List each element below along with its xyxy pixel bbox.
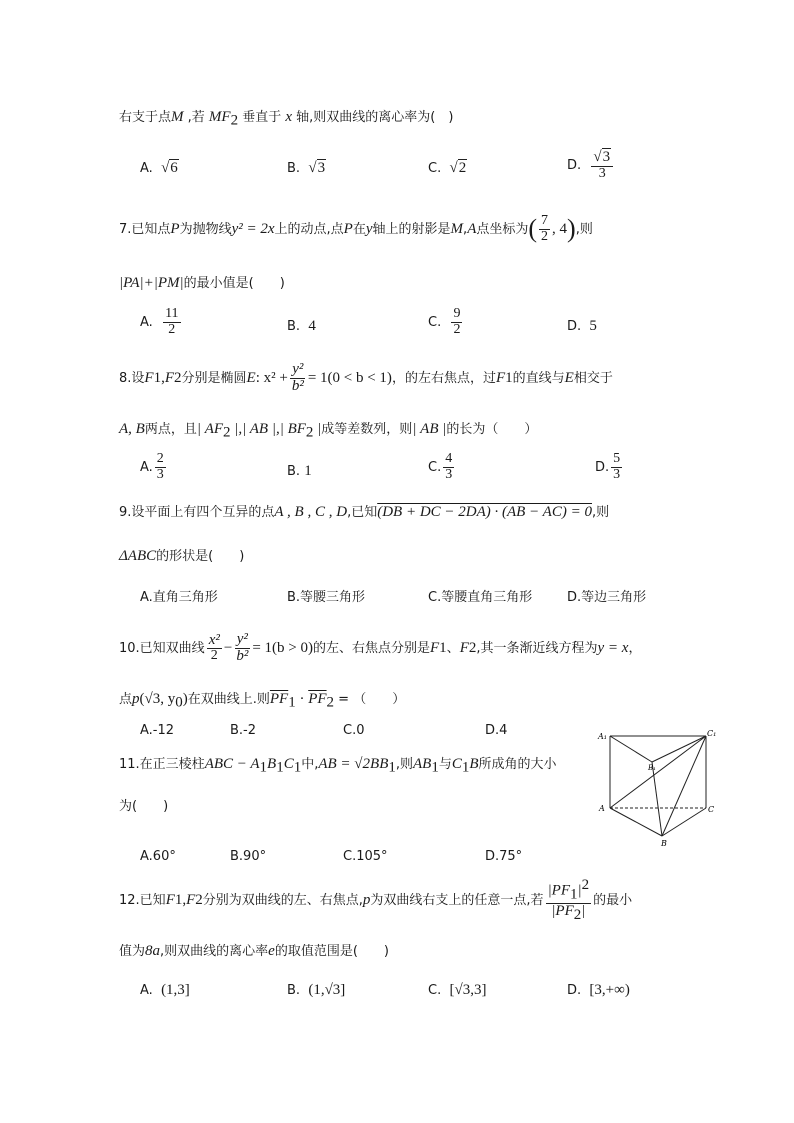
q8-stem-line2: A, B两点，且| $AF_2$ |,| AB |,| $BF_2$ |成等差数列，则| AB |的长为（ ） [119, 421, 538, 441]
label-a: A [599, 804, 605, 813]
q7-option-b: B. 4 [287, 318, 316, 334]
q11-option-a: A.60° [140, 849, 176, 864]
q8-stem-line1: 8.设 F 1 , F 2 分别是椭圆 E : x² + $\frac{\text{y²}}{\text{b²}}$ = 1(0 < b < 1) ，的左右焦点，过 F 1 的直线与 E 相交于 [119, 361, 613, 394]
q11-option-b: B.90° [230, 849, 267, 864]
q6-option-d: D. $\frac{√3}{3}$ [567, 150, 615, 181]
q6-option-a: A. √6 [140, 160, 178, 176]
q9-option-a: A.直角三角形 [140, 590, 218, 605]
q6-option-b: B. √3 [287, 160, 326, 176]
label-c: C [708, 805, 715, 814]
label-b: B [661, 839, 667, 848]
q11-option-c: C.105° [343, 849, 388, 864]
q8-option-b: B. 1 [287, 463, 312, 479]
q6-option-c: C. √2 [428, 160, 467, 176]
q6-stem: 右支于点M ,若 $MF_2$ 垂直于 x 轴,则双曲线的离心率为( ) [119, 109, 454, 129]
q11-stem-line1: 11.在正三棱柱ABC − $A_1B_1C_1$中$,AB = √2BB_1$,则$AB_1$与$C_1B$所成角的大小 [119, 756, 557, 776]
q7-option-a: A. $\frac{11}{2}$ [140, 306, 179, 337]
q7-stem-line2: |PA|+|PM|的最小值是( ) [119, 275, 285, 291]
q9-option-c: C.等腰直角三角形 [428, 590, 533, 605]
q12-stem-line2: 值为8a,则双曲线的离心率e的取值范围是( ) [119, 943, 389, 959]
q12-option-c: C. [√3,3] [428, 982, 487, 998]
q7-option-c: C. $\frac{9}{2}$ [428, 306, 461, 337]
q9-option-d: D.等边三角形 [567, 590, 647, 605]
q9-stem-line1: 9.设平面上有四个互异的点A , B , C , D,已知(DB + DC − 2DA) · (AB − AC) = 0,则 [119, 504, 610, 520]
label-c1: C₁ [707, 729, 717, 738]
q10-stem-line2: 点p(√3, $y_0$)在双曲线上.则$\overline{PF}_1 \cdot \overline{PF}_2$ = （ ） [119, 691, 406, 711]
q12-stem-line1: 12.已知 F 1 , F 2 分别为双曲线的左、右焦点, p 为双曲线右支上的任意一点,若 $\frac{|PF_1|^2}{|PF_2|}$ 的最小 [119, 877, 633, 923]
q7-stem-line1: 7.已知点 P 为抛物线 y² = 2x 上的动点,点 P 在 y 轴上的射影是 M , A 点坐标为 ( $\frac{7}{2}$ , 4 ) ,则 [119, 213, 593, 244]
q12-option-b: B. (1,√3] [287, 982, 346, 998]
q10-option-b: B.-2 [230, 723, 257, 738]
q9-option-b: B.等腰三角形 [287, 590, 366, 605]
label-a1: A₁ [598, 732, 607, 741]
q10-option-a: A.-12 [140, 723, 175, 738]
q12-option-a: A. (1,3] [140, 982, 190, 998]
q9-stem-line2: ΔABC的形状是( ) [119, 548, 245, 564]
q11-option-d: D.75° [485, 849, 523, 864]
prism-figure [596, 726, 720, 848]
q10-option-c: C.0 [343, 723, 365, 738]
q11-stem-line2: 为( ) [119, 799, 169, 814]
label-b1: B₁ [648, 764, 656, 772]
q10-option-d: D.4 [485, 723, 508, 738]
q8-option-d: D. $\frac{5}{3}$ [595, 451, 621, 482]
q7-option-d: D. 5 [567, 318, 597, 334]
q12-option-d: D. [3,+∞) [567, 982, 630, 998]
q8-option-c: C. $\frac{4}{3}$ [428, 451, 453, 482]
q8-option-a: A. $\frac{2}{3}$ [140, 451, 164, 482]
q10-stem-line1: 10.已知双曲线 $\frac{\text{x²}}{2}$ − $\frac{\text{y²}}{\text{b²}}$ = 1(b > 0) 的左、右焦点分别是 F 1 、 F 2 ,其一条渐近线方程为 y = x ， [119, 631, 642, 664]
